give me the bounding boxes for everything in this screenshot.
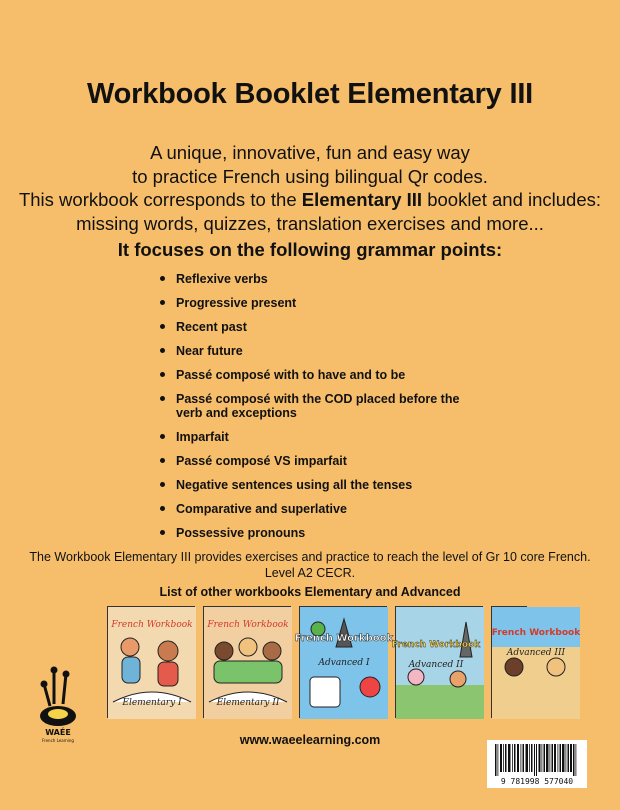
svg-text:Advanced III: Advanced III	[506, 648, 566, 658]
footer-text	[0, 549, 620, 600]
svg-text:French Workbook: French Workbook	[491, 628, 581, 638]
intro-line-3-bold: Elementary III	[301, 189, 423, 210]
grammar-point: Imparfait	[160, 430, 480, 444]
svg-text:French Learning: French Learning	[42, 738, 74, 743]
cover-advanced-3[interactable]	[491, 606, 581, 718]
svg-text:Advanced I: Advanced I	[318, 658, 370, 668]
grammar-point: Negative sentences using all the tenses	[160, 478, 480, 492]
svg-text:WAÉE: WAÉE	[45, 728, 71, 737]
intro-line-4: missing words, quizzes, translation exercises and more...	[76, 212, 544, 234]
grammar-point: Near future	[160, 344, 480, 358]
grammar-point: Progressive present	[160, 296, 480, 310]
other-workbooks-heading: List of other workbooks Elementary and Advanced	[159, 585, 461, 599]
grammar-point: Comparative and superlative	[160, 502, 480, 516]
focus-heading: It focuses on the following grammar points:	[117, 239, 503, 260]
cover-advanced-2[interactable]	[391, 606, 483, 718]
svg-text:French Workbook: French Workbook	[111, 620, 193, 630]
svg-text:French Workbook: French Workbook	[391, 640, 481, 650]
intro-line-2: to practice French using bilingual Qr codes.	[132, 165, 488, 187]
workbook-covers	[107, 606, 581, 718]
grammar-point: Passé composé with to have and to be	[160, 368, 480, 382]
footer-line-1: The Workbook Elementary III provides exercises and practice to reach the level of Gr 10 core French.	[29, 550, 591, 564]
cover-advanced-1[interactable]	[294, 606, 394, 718]
svg-text:French Workbook: French Workbook	[207, 620, 289, 630]
svg-text:Advanced II: Advanced II	[408, 660, 464, 670]
cover-elementary-2[interactable]	[203, 606, 291, 718]
grammar-point: Reflexive verbs	[160, 272, 480, 286]
grammar-point: Passé composé VS imparfait	[160, 454, 480, 468]
waee-logo	[30, 664, 90, 744]
cover-elementary-1[interactable]	[107, 606, 195, 718]
grammar-point: Recent past	[160, 320, 480, 334]
website-url[interactable]: www.waeelearning.com	[239, 733, 381, 747]
grammar-point: Passé composé with the COD placed before the verb and exceptions	[160, 392, 480, 420]
isbn-number: 9 781998 577040	[500, 777, 574, 786]
intro-text	[0, 141, 620, 235]
svg-text:French Workbook: French Workbook	[294, 633, 394, 644]
intro-line-1: A unique, innovative, fun and easy way	[150, 142, 470, 163]
intro-line-3-post: booklet and includes:	[422, 189, 602, 210]
footer-line-2: Level A2 CECR.	[264, 566, 356, 580]
isbn-barcode	[487, 740, 587, 788]
svg-text:Elementary I: Elementary I	[122, 698, 182, 708]
svg-text:Elementary II: Elementary II	[216, 698, 280, 708]
intro-line-3	[0, 188, 620, 212]
intro-line-3-pre: This workbook corresponds to the	[18, 189, 302, 210]
grammar-points-list	[160, 262, 480, 540]
grammar-point: Possessive pronouns	[160, 526, 480, 540]
page-title: Workbook Booklet Elementary III	[86, 78, 534, 110]
